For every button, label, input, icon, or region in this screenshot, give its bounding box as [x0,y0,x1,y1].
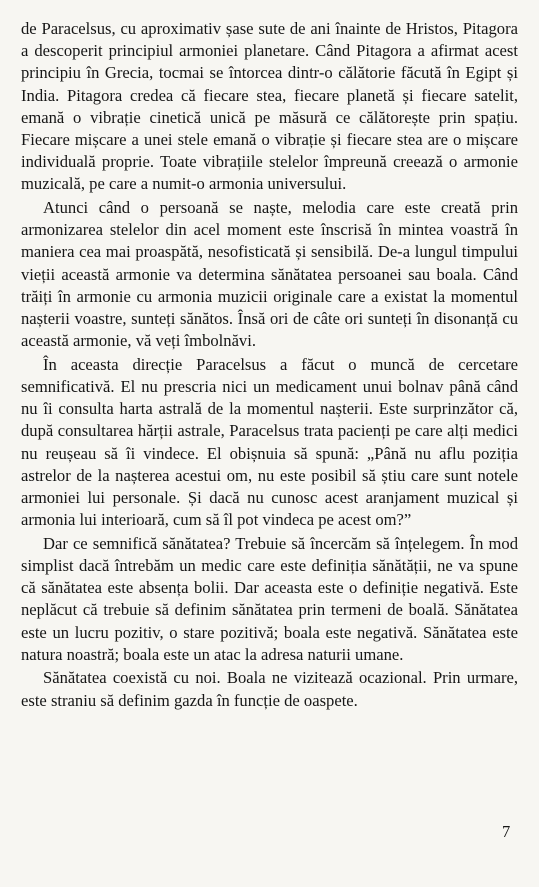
paragraph-1: de Paracelsus, cu aproximativ șase sute de ani înainte de Hristos, Pitagora a descoperit principiul armoniei planetare. Când Pitagora a afirmat acest principiu în Grecia, tocmai se întorcea dintr-o călătorie făcută în Egipt și India. Pitagora credea că fiecare stea, fiecare planetă și fiecare satelit, emană o vibrație cinetică unică pe măsură ce călătorește prin spațiu. Fiecare mișcare a unei stele emană o vibrație și fiecare stea are o mișcare individuală proprie. Toate vibrațiile stelelor împreună creează o armonie muzicală, pe care a numit-o armonia universului. [21,19,518,194]
paragraph-4: Dar ce semnifică sănătatea? Trebuie să încercăm să înțelegem. În mod simplist dacă întrebăm un medic care este definiția sănătății, ne va spune că sănătatea este absența bolii. Dar aceasta este o definiție negativă. Este neplăcut că trebuie să definim sănătatea prin termeni de boală. Sănătatea este un lucru pozitiv, o stare pozitivă; boala este negativă. Sănătatea este natura noastră; boala este un atac la adresa naturii umane. [21,533,518,664]
page-number: 7 [502,822,511,841]
paragraph-3: În aceasta direcție Paracelsus a făcut o muncă de cercetare semnificativă. El nu prescria nici un medicament unui bolnav până când nu îi consulta harta astrală de la momentul nașterii. Este surprinzător că, după consultarea hărții astrale, Paracelsus trata pacienți pe care alți medici nu reușeau să îi vindece. El obișnuia să spună: „Până nu aflu poziția astrelor de la nașterea acestui om, nu este posibil să știu care sunt notele armoniei lui personale. Și dacă nu cunosc acest aranjament muzical și armonia lui interioară, cum să îl pot vindeca pe acest om?” [21,354,518,530]
paragraph-5: Sănătatea coexistă cu noi. Boala ne vizitează ocazional. Prin urmare, este straniu să definim gazda în funcție de oaspete. [21,668,518,710]
paragraph-2: Atunci când o persoană se naște, melodia care este creată prin armonizarea stelelor din acel moment este înscrisă în mintea voastră în maniera cea mai proaspătă, nesofisticată și sensibilă. De-a lungul timpului vieții această armonie va determina sănătatea persoanei sau boala. Când trăiți în armonie cu armonia muzicii originale care a existat la momentul nașterii voastre, sunteți sănătos. Însă ori de câte ori sunteți în disonanță cu această armonie, vă veți îmbolnăvi. [21,198,518,351]
page-body [21,18,518,712]
